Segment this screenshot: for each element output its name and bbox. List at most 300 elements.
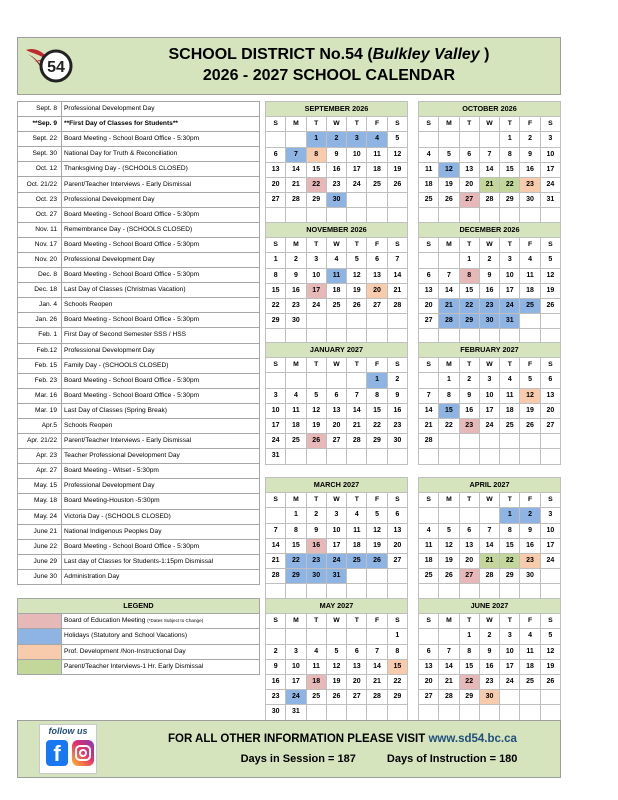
day-cell: 15 (367, 403, 387, 418)
event-date: June 21 (18, 524, 62, 539)
empty-day-cell (306, 705, 326, 720)
event-date: Dec. 18 (18, 283, 62, 298)
day-cell: 4 (419, 147, 439, 162)
week-row (419, 434, 561, 449)
day-cell: 24 (540, 177, 560, 192)
event-description: Board Meeting - School Board Office - 5:30pm (62, 539, 260, 554)
day-cell: 24 (266, 434, 286, 449)
empty-day-cell (286, 373, 306, 388)
month-title: DECEMBER 2026 (419, 223, 561, 238)
week-row (266, 314, 408, 329)
week-row (419, 388, 561, 403)
day-cell: 27 (387, 553, 407, 568)
day-cell: 11 (326, 268, 346, 283)
day-cell: 3 (286, 644, 306, 659)
empty-day-cell (326, 373, 346, 388)
day-header: W (326, 117, 346, 132)
empty-day-cell (439, 705, 459, 720)
day-header: T (459, 358, 479, 373)
calendar-header (17, 37, 561, 95)
day-cell: 14 (286, 162, 306, 177)
empty-day-cell (367, 449, 387, 464)
event-date: Nov. 20 (18, 252, 62, 267)
month-title: JANUARY 2027 (266, 343, 408, 358)
day-cell: 13 (347, 659, 367, 674)
day-cell: 25 (419, 193, 439, 208)
day-cell: 29 (387, 690, 407, 705)
day-cell: 8 (459, 644, 479, 659)
day-cell: 2 (286, 253, 306, 268)
day-cell: 24 (500, 674, 520, 689)
day-header: W (479, 238, 499, 253)
empty-day-cell (266, 132, 286, 147)
day-cell: 15 (286, 538, 306, 553)
week-row (419, 208, 561, 223)
day-cell: 2 (387, 373, 407, 388)
event-description: Professional Development Day (62, 343, 260, 358)
day-header: T (500, 493, 520, 508)
event-description: Family Day - (SCHOOLS CLOSED) (62, 358, 260, 373)
empty-day-cell (520, 314, 540, 329)
day-cell: 1 (459, 629, 479, 644)
day-cell: 7 (387, 253, 407, 268)
day-header: M (439, 358, 459, 373)
day-cell: 19 (347, 283, 367, 298)
empty-day-cell (439, 253, 459, 268)
day-cell: 12 (306, 403, 326, 418)
day-header: T (306, 493, 326, 508)
empty-day-cell (347, 449, 367, 464)
day-cell: 21 (419, 418, 439, 433)
day-cell: 30 (520, 193, 540, 208)
day-cell: 2 (306, 508, 326, 523)
week-row (419, 418, 561, 433)
day-cell: 23 (520, 177, 540, 192)
day-cell: 21 (479, 553, 499, 568)
day-cell: 13 (459, 162, 479, 177)
empty-day-cell (520, 449, 540, 464)
week-row (266, 298, 408, 313)
event-description: Last Day of Classes (Spring Break) (62, 403, 260, 418)
week-row (266, 193, 408, 208)
legend-label-text: Board of Education Meeting (64, 617, 146, 625)
day-header: M (286, 614, 306, 629)
legend-title: LEGEND (18, 599, 260, 614)
day-cell: 17 (266, 418, 286, 433)
day-cell: 14 (439, 659, 459, 674)
district-title (138, 46, 520, 64)
day-cell: 30 (479, 690, 499, 705)
day-header: F (367, 117, 387, 132)
empty-day-cell (347, 569, 367, 584)
events-table (17, 101, 260, 585)
empty-day-cell (419, 449, 439, 464)
event-row (18, 117, 260, 132)
instagram-icon[interactable] (72, 740, 94, 766)
empty-day-cell (419, 705, 439, 720)
event-description: Board Meeting - School Board Office - 5:30pm (62, 237, 260, 252)
event-row (18, 162, 260, 177)
day-cell: 7 (439, 268, 459, 283)
day-cell: 2 (479, 253, 499, 268)
day-cell: 8 (500, 523, 520, 538)
day-cell: 27 (266, 193, 286, 208)
empty-day-cell (387, 705, 407, 720)
day-cell: 11 (500, 388, 520, 403)
month-calendar (265, 222, 408, 345)
day-header-row (419, 238, 561, 253)
month-title-row (266, 102, 408, 117)
day-cell: 8 (387, 644, 407, 659)
month-title-row (419, 478, 561, 493)
event-row (18, 328, 260, 343)
day-cell: 7 (479, 147, 499, 162)
day-cell: 19 (540, 659, 560, 674)
empty-day-cell (479, 208, 499, 223)
day-header: T (500, 238, 520, 253)
day-cell: 7 (439, 644, 459, 659)
legend-swatch-pro-d (18, 644, 62, 659)
week-row (266, 629, 408, 644)
day-cell: 29 (500, 193, 520, 208)
week-row (266, 434, 408, 449)
day-header: W (479, 614, 499, 629)
month-title: FEBRUARY 2027 (419, 343, 561, 358)
event-row (18, 358, 260, 373)
website-link[interactable]: www.sd54.bc.ca (428, 733, 517, 745)
day-header: F (367, 358, 387, 373)
day-cell: 23 (286, 298, 306, 313)
event-description: Last day of Classes for Students-1:15pm Dismissal (62, 554, 260, 569)
week-row (419, 629, 561, 644)
day-header: T (500, 358, 520, 373)
day-cell: 9 (326, 147, 346, 162)
day-cell: 21 (367, 674, 387, 689)
month-calendar (418, 101, 561, 224)
event-row (18, 313, 260, 328)
day-cell: 5 (540, 629, 560, 644)
event-date: Dec. 8 (18, 268, 62, 283)
event-date: Sept. 30 (18, 147, 62, 162)
day-cell: 1 (500, 508, 520, 523)
event-date: Mar. 19 (18, 403, 62, 418)
day-header: F (520, 238, 540, 253)
day-cell: 23 (479, 674, 499, 689)
day-header: M (286, 117, 306, 132)
week-row (419, 508, 561, 523)
day-cell: 16 (266, 674, 286, 689)
empty-day-cell (326, 584, 346, 599)
empty-day-cell (347, 208, 367, 223)
empty-day-cell (439, 132, 459, 147)
empty-day-cell (266, 584, 286, 599)
day-header: T (306, 614, 326, 629)
footer-info-text: FOR ALL OTHER INFORMATION PLEASE VISIT (168, 733, 426, 745)
day-cell: 31 (540, 193, 560, 208)
month-calendar (418, 342, 561, 465)
legend-swatch-parent-teacher (18, 659, 62, 674)
day-cell: 13 (387, 523, 407, 538)
day-cell: 15 (306, 162, 326, 177)
day-cell: 26 (306, 434, 326, 449)
day-cell: 9 (459, 388, 479, 403)
day-header: S (540, 358, 560, 373)
day-cell: 27 (347, 690, 367, 705)
empty-day-cell (479, 705, 499, 720)
day-cell: 7 (266, 523, 286, 538)
day-header: M (439, 117, 459, 132)
day-cell: 22 (459, 674, 479, 689)
empty-day-cell (347, 373, 367, 388)
day-cell: 20 (459, 177, 479, 192)
day-cell: 10 (326, 523, 346, 538)
day-cell: 28 (419, 434, 439, 449)
day-cell: 14 (419, 403, 439, 418)
legend-label: Holidays (Statutory and School Vacations) (62, 629, 260, 644)
day-cell: 11 (419, 538, 439, 553)
day-cell: 23 (326, 177, 346, 192)
event-date: Oct. 23 (18, 192, 62, 207)
empty-day-cell (306, 208, 326, 223)
day-cell: 12 (367, 523, 387, 538)
week-row (419, 538, 561, 553)
week-row (266, 569, 408, 584)
day-header: W (479, 493, 499, 508)
day-cell: 5 (367, 508, 387, 523)
day-header: S (419, 358, 439, 373)
event-row (18, 147, 260, 162)
month-title: MAY 2027 (266, 599, 408, 614)
empty-day-cell (479, 434, 499, 449)
day-header: T (500, 117, 520, 132)
day-cell: 25 (306, 690, 326, 705)
event-date: June 22 (18, 539, 62, 554)
facebook-icon[interactable]: f (46, 740, 68, 766)
event-row (18, 132, 260, 147)
day-cell: 19 (367, 538, 387, 553)
day-header: S (540, 614, 560, 629)
day-cell: 13 (419, 283, 439, 298)
day-header: S (266, 614, 286, 629)
day-cell: 15 (500, 162, 520, 177)
week-row (419, 523, 561, 538)
empty-day-cell (266, 629, 286, 644)
week-row (419, 314, 561, 329)
event-date: Apr. 21/22 (18, 434, 62, 449)
day-header-row (419, 358, 561, 373)
day-cell: 16 (479, 283, 499, 298)
day-cell: 18 (367, 162, 387, 177)
week-row (419, 690, 561, 705)
month-title-row (266, 343, 408, 358)
week-row (266, 403, 408, 418)
event-date: May. 18 (18, 494, 62, 509)
day-header: F (367, 614, 387, 629)
day-header: S (387, 493, 407, 508)
day-cell: 5 (439, 147, 459, 162)
day-header-row (266, 238, 408, 253)
day-cell: 24 (500, 298, 520, 313)
event-date: May. 24 (18, 509, 62, 524)
event-row (18, 268, 260, 283)
day-cell: 4 (286, 388, 306, 403)
empty-day-cell (439, 508, 459, 523)
day-cell: 18 (326, 283, 346, 298)
week-row (419, 177, 561, 192)
empty-day-cell (326, 314, 346, 329)
event-row (18, 298, 260, 313)
day-cell: 19 (387, 162, 407, 177)
day-cell: 4 (520, 253, 540, 268)
empty-day-cell (367, 584, 387, 599)
day-cell: 25 (520, 674, 540, 689)
day-cell: 1 (500, 132, 520, 147)
month-title-row (419, 102, 561, 117)
day-cell: 10 (286, 659, 306, 674)
day-cell: 23 (306, 553, 326, 568)
day-cell: 8 (439, 388, 459, 403)
empty-day-cell (439, 629, 459, 644)
day-cell: 28 (286, 193, 306, 208)
legend-swatch-holidays (18, 629, 62, 644)
week-row (266, 253, 408, 268)
day-cell: 18 (520, 659, 540, 674)
day-cell: 11 (347, 523, 367, 538)
day-header: M (439, 493, 459, 508)
empty-day-cell (500, 705, 520, 720)
day-cell: 19 (520, 403, 540, 418)
day-cell: 27 (419, 314, 439, 329)
empty-day-cell (459, 449, 479, 464)
day-cell: 14 (479, 538, 499, 553)
event-row (18, 177, 260, 192)
day-cell: 12 (540, 268, 560, 283)
calendar-subtitle: 2026 - 2027 SCHOOL CALENDAR (202, 67, 456, 84)
day-header-row (419, 614, 561, 629)
event-row (18, 207, 260, 222)
day-cell: 27 (367, 298, 387, 313)
event-row (18, 283, 260, 298)
event-row (18, 237, 260, 252)
day-cell: 31 (326, 569, 346, 584)
day-cell: 23 (387, 418, 407, 433)
day-cell: 9 (306, 523, 326, 538)
week-row (266, 449, 408, 464)
empty-day-cell (347, 705, 367, 720)
event-description: Professional Development Day (62, 252, 260, 267)
day-cell: 1 (439, 373, 459, 388)
week-row (266, 208, 408, 223)
day-cell: 10 (540, 147, 560, 162)
empty-day-cell (286, 584, 306, 599)
day-cell: 8 (286, 523, 306, 538)
week-row (266, 162, 408, 177)
day-header-row (266, 117, 408, 132)
day-cell: 16 (326, 162, 346, 177)
legend-item (18, 659, 260, 674)
day-cell: 23 (479, 298, 499, 313)
empty-day-cell (306, 373, 326, 388)
day-header: W (479, 117, 499, 132)
day-cell: 21 (479, 177, 499, 192)
event-description: Last Day of Classes (Christmas Vacation) (62, 283, 260, 298)
empty-day-cell (419, 508, 439, 523)
day-cell: 24 (479, 418, 499, 433)
day-cell: 28 (266, 569, 286, 584)
empty-day-cell (540, 314, 560, 329)
week-row (266, 690, 408, 705)
event-description: Professional Development Day (62, 102, 260, 117)
empty-day-cell (367, 569, 387, 584)
day-cell: 20 (347, 674, 367, 689)
day-cell: 22 (439, 418, 459, 433)
day-cell: 15 (439, 403, 459, 418)
day-cell: 10 (500, 268, 520, 283)
day-cell: 26 (520, 418, 540, 433)
day-header: T (347, 614, 367, 629)
event-date: Apr.5 (18, 418, 62, 433)
week-row (419, 298, 561, 313)
event-date: Sept. 8 (18, 102, 62, 117)
day-cell: 6 (419, 644, 439, 659)
empty-day-cell (306, 584, 326, 599)
day-cell: 28 (367, 690, 387, 705)
day-cell: 20 (387, 538, 407, 553)
legend-label (62, 614, 260, 629)
week-row (266, 659, 408, 674)
event-description: Board Meeting-Houston -5:30pm (62, 494, 260, 509)
day-header: T (347, 493, 367, 508)
day-cell: 29 (459, 690, 479, 705)
day-cell: 5 (387, 132, 407, 147)
day-cell: 8 (459, 268, 479, 283)
event-description: Board Meeting - School Board Office - 5:30pm (62, 132, 260, 147)
day-header: T (306, 117, 326, 132)
day-cell: 31 (500, 314, 520, 329)
event-description: Victoria Day - (SCHOOLS CLOSED) (62, 509, 260, 524)
empty-day-cell (540, 449, 560, 464)
legend-swatch-board-meeting (18, 614, 62, 629)
day-header: S (540, 493, 560, 508)
day-cell: 27 (540, 418, 560, 433)
title-italic: Bulkley Valley (372, 46, 480, 63)
day-cell: 7 (286, 147, 306, 162)
empty-day-cell (286, 629, 306, 644)
day-cell: 29 (266, 314, 286, 329)
event-date: Jan. 26 (18, 313, 62, 328)
event-row (18, 434, 260, 449)
empty-day-cell (266, 373, 286, 388)
day-cell: 11 (520, 268, 540, 283)
day-cell: 13 (367, 268, 387, 283)
day-cell: 18 (520, 283, 540, 298)
day-cell: 2 (266, 644, 286, 659)
empty-day-cell (326, 705, 346, 720)
day-cell: 18 (306, 674, 326, 689)
day-cell: 22 (387, 674, 407, 689)
empty-day-cell (459, 434, 479, 449)
day-cell: 30 (479, 314, 499, 329)
day-cell: 3 (540, 132, 560, 147)
empty-day-cell (367, 193, 387, 208)
event-description: Board Meeting - School Board Office - 5:30pm (62, 373, 260, 388)
empty-day-cell (367, 629, 387, 644)
day-cell: 14 (367, 659, 387, 674)
day-cell: 18 (419, 553, 439, 568)
day-cell: 25 (367, 177, 387, 192)
footer-info (168, 733, 550, 745)
week-row (419, 553, 561, 568)
